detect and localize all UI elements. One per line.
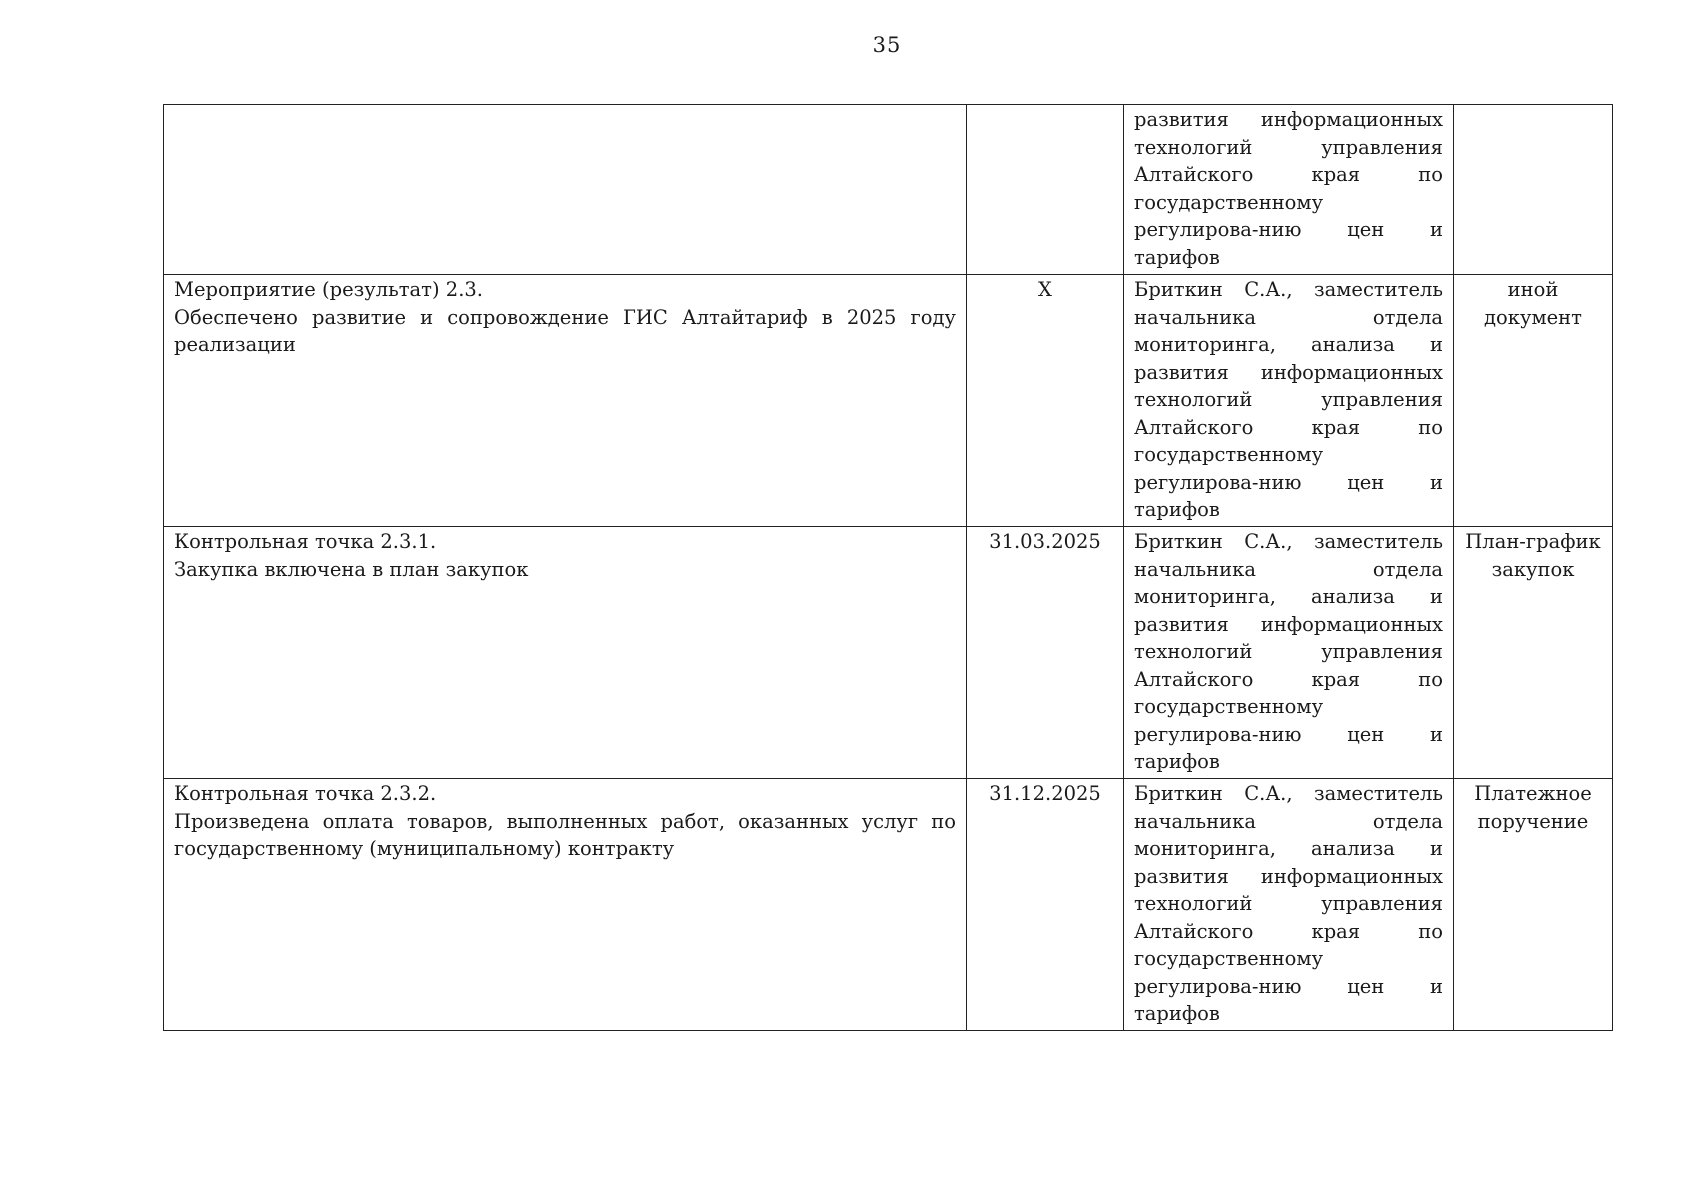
document-line: План-график <box>1465 530 1601 553</box>
responsible-line: государственному <box>1134 695 1324 718</box>
event-cell <box>164 779 967 1031</box>
document-cell <box>1454 275 1613 527</box>
responsible-line: государственному <box>1134 190 1324 214</box>
responsible-line: мониторинга, анализа и <box>1134 333 1443 356</box>
responsible-line: регулирова-нию цен и <box>1134 974 1443 998</box>
responsible-line: начальника отдела <box>1134 809 1443 833</box>
responsible-line: государственному <box>1134 947 1324 970</box>
responsible-line: начальника отдела <box>1134 557 1443 581</box>
document-line: Платежное <box>1474 782 1592 805</box>
responsible-line: технологий управления <box>1134 892 1443 915</box>
responsible-line: регулирова-нию цен и <box>1134 218 1443 241</box>
date-cell: Х <box>967 275 1124 527</box>
responsible-line: тарифов <box>1134 245 1220 269</box>
responsible-line: Алтайского края по <box>1134 919 1443 943</box>
page-number: 35 <box>872 33 902 57</box>
responsible-line: Алтайского края по <box>1134 667 1443 691</box>
responsible-line: регулирова-нию цен и <box>1134 470 1443 494</box>
event-heading: Мероприятие (результат) 2.3. <box>174 278 483 301</box>
responsible-line: развития информационных <box>1134 360 1443 384</box>
date-cell: 31.03.2025 <box>967 527 1124 779</box>
responsible-cell <box>1124 105 1454 275</box>
document-line: закупок <box>1491 557 1575 581</box>
responsible-line: Алтайского края по <box>1134 415 1443 439</box>
responsible-line: тарифов <box>1134 1002 1220 1025</box>
event-cell <box>164 527 967 779</box>
responsible-line: развития информационных <box>1134 864 1443 888</box>
responsible-line: Алтайского края по <box>1134 163 1443 186</box>
responsible-cell <box>1124 527 1454 779</box>
responsible-line: тарифов <box>1134 498 1220 521</box>
document-cell <box>1454 105 1613 275</box>
date-cell <box>967 105 1124 275</box>
document-line: поручение <box>1477 809 1589 833</box>
document-cell <box>1454 527 1613 779</box>
plan-table <box>163 104 1613 1031</box>
table-row <box>164 527 1613 779</box>
responsible-line: мониторинга, анализа и <box>1134 585 1443 608</box>
document-cell <box>1454 779 1613 1031</box>
table-row <box>164 779 1613 1031</box>
responsible-line: мониторинга, анализа и <box>1134 837 1443 860</box>
event-description: Закупка включена в план закупок <box>174 557 529 581</box>
responsible-line: государственному <box>1134 443 1324 466</box>
event-description: Обеспечено развитие и сопровождение ГИС Алтайтариф в 2025 году реализации <box>174 305 956 356</box>
table-row <box>164 275 1613 527</box>
responsible-line: Бриткин С.А., заместитель <box>1134 530 1443 553</box>
responsible-cell <box>1124 275 1454 527</box>
event-cell <box>164 105 967 275</box>
document-line: иной <box>1507 278 1559 301</box>
table-row <box>164 105 1613 275</box>
responsible-line: развития информационных <box>1134 108 1443 131</box>
event-heading: Контрольная точка 2.3.1. <box>174 530 437 553</box>
responsible-line: тарифов <box>1134 750 1220 773</box>
responsible-line: регулирова-нию цен и <box>1134 722 1443 746</box>
responsible-line: технологий управления <box>1134 640 1443 663</box>
responsible-cell <box>1124 779 1454 1031</box>
responsible-line: технологий управления <box>1134 388 1443 411</box>
responsible-line: начальника отдела <box>1134 305 1443 329</box>
responsible-line: технологий управления <box>1134 135 1443 159</box>
document-line: документ <box>1484 305 1582 329</box>
responsible-line: Бриткин С.А., заместитель <box>1134 782 1443 805</box>
event-description: Произведена оплата товаров, выполненных работ, оказанных услуг по государственному (муниципальному) контракту <box>174 809 956 860</box>
event-cell <box>164 275 967 527</box>
event-heading: Контрольная точка 2.3.2. <box>174 782 437 805</box>
responsible-line: развития информационных <box>1134 612 1443 636</box>
date-cell: 31.12.2025 <box>967 779 1124 1031</box>
responsible-line: Бриткин С.А., заместитель <box>1134 278 1443 301</box>
